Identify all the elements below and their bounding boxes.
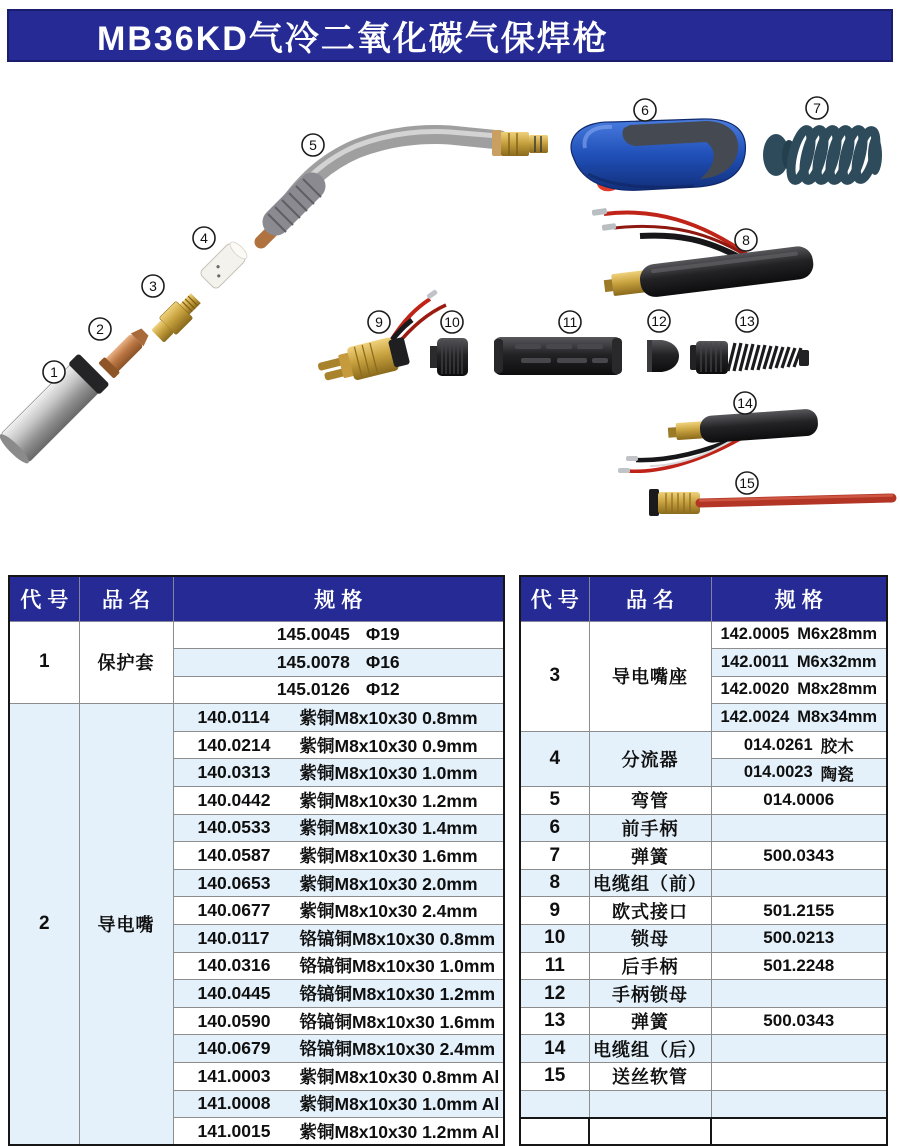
title-banner bbox=[7, 9, 893, 62]
spec-cell: 501.2248 bbox=[711, 952, 887, 980]
part-lock-nut bbox=[430, 338, 468, 376]
spec-cell bbox=[173, 649, 504, 677]
table-row bbox=[520, 980, 887, 1008]
part-number-cell: 6 bbox=[520, 814, 589, 842]
spec-desc: 紫铜M8x10x30 0.8mm Al bbox=[299, 1066, 500, 1087]
spec-cell bbox=[711, 980, 887, 1008]
spec-code: 140.0214 bbox=[197, 734, 271, 755]
part-label-2 bbox=[89, 318, 111, 340]
spec-cell bbox=[711, 869, 887, 897]
part-label-9 bbox=[368, 311, 390, 333]
part-number-cell: 13 bbox=[520, 1007, 589, 1035]
svg-text:1: 1 bbox=[50, 364, 58, 380]
svg-text:11: 11 bbox=[562, 314, 578, 330]
spec-desc: M6x28mm bbox=[797, 625, 878, 644]
part-label-12 bbox=[648, 310, 670, 332]
part-name-cell: 手柄锁母 bbox=[589, 980, 711, 1008]
spec-code: 140.0117 bbox=[197, 927, 270, 948]
part-name-cell: 欧式接口 bbox=[589, 897, 711, 925]
part-number-cell: 8 bbox=[520, 869, 589, 897]
spec-code: 142.0024 bbox=[720, 708, 790, 727]
part-number-cell: 1 bbox=[9, 621, 79, 704]
spec-desc: Φ19 bbox=[365, 624, 400, 645]
spec-code: 141.0008 bbox=[197, 1093, 271, 1114]
part-number-cell: 5 bbox=[520, 787, 589, 815]
part-name-cell: 电缆组（后） bbox=[589, 1035, 711, 1063]
table-row bbox=[520, 1063, 887, 1091]
empty-cell bbox=[589, 1090, 711, 1118]
spec-cell bbox=[711, 649, 887, 677]
part-cable-rear bbox=[618, 408, 819, 473]
exploded-diagram bbox=[0, 62, 900, 567]
spec-cell: 500.0343 bbox=[711, 1007, 887, 1035]
part-front-handle bbox=[571, 119, 745, 191]
svg-text:10: 10 bbox=[444, 314, 460, 330]
spec-cell bbox=[173, 980, 504, 1008]
part-number-cell: 12 bbox=[520, 980, 589, 1008]
empty-cell bbox=[520, 1118, 589, 1146]
part-name-cell: 导电嘴 bbox=[79, 704, 173, 1146]
part-number-cell: 15 bbox=[520, 1063, 589, 1091]
spec-code: 140.0677 bbox=[197, 900, 271, 921]
spec-code: 142.0011 bbox=[720, 652, 789, 671]
spec-code: 140.0313 bbox=[197, 762, 271, 783]
header-code: 代号 bbox=[520, 576, 589, 621]
spec-code: 140.0442 bbox=[197, 789, 271, 810]
part-label-5 bbox=[302, 134, 324, 156]
spec-desc: 紫铜M8x10x30 1.2mm bbox=[299, 790, 478, 811]
part-name-cell: 弯管 bbox=[589, 787, 711, 815]
part-label-15 bbox=[736, 472, 758, 494]
spec-desc: 紫铜M8x10x30 1.6mm bbox=[299, 846, 478, 867]
header-spec: 规格 bbox=[173, 576, 504, 621]
right-table-header-row bbox=[520, 576, 887, 621]
part-label-4 bbox=[193, 227, 215, 249]
spec-cell bbox=[711, 704, 887, 732]
spec-code: 140.0587 bbox=[197, 845, 271, 866]
part-name-cell: 前手柄 bbox=[589, 814, 711, 842]
spec-cell bbox=[711, 1063, 887, 1091]
part-liner bbox=[649, 489, 892, 516]
right-parts-table bbox=[519, 575, 888, 1146]
spec-cell bbox=[173, 621, 504, 649]
svg-text:2: 2 bbox=[96, 321, 104, 337]
spec-code: 140.0114 bbox=[197, 707, 270, 728]
spec-cell bbox=[711, 676, 887, 704]
svg-text:12: 12 bbox=[651, 313, 667, 329]
spec-cell bbox=[173, 814, 504, 842]
spec-desc: 铬镐铜M8x10x30 0.8mm bbox=[299, 928, 496, 949]
part-label-14 bbox=[734, 392, 756, 414]
spec-desc: M8x34mm bbox=[797, 708, 878, 727]
svg-text:3: 3 bbox=[149, 278, 157, 294]
part-spring-front bbox=[763, 128, 882, 182]
spec-cell bbox=[173, 1063, 504, 1091]
spec-code: 140.0533 bbox=[197, 817, 271, 838]
svg-text:7: 7 bbox=[813, 100, 821, 116]
svg-text:8: 8 bbox=[742, 232, 750, 248]
spec-desc: M8x28mm bbox=[797, 680, 878, 699]
spec-desc: 铬镐铜M8x10x30 1.2mm bbox=[299, 984, 496, 1005]
spec-code: 140.0445 bbox=[197, 983, 271, 1004]
part-name-cell: 分流器 bbox=[589, 731, 711, 786]
spec-code: 145.0078 bbox=[276, 651, 350, 672]
spec-cell bbox=[711, 814, 887, 842]
spec-cell bbox=[173, 842, 504, 870]
empty-cell bbox=[520, 1090, 589, 1118]
spec-desc: 紫铜M8x10x30 1.0mm Al bbox=[299, 1094, 500, 1115]
spec-desc: 铬镐铜M8x10x30 1.6mm bbox=[299, 1011, 496, 1032]
spec-code: 141.0003 bbox=[197, 1065, 271, 1086]
spec-desc: 紫铜M8x10x30 0.9mm bbox=[299, 735, 478, 756]
table-row bbox=[520, 1035, 887, 1063]
svg-text:5: 5 bbox=[309, 137, 317, 153]
svg-text:4: 4 bbox=[200, 230, 208, 246]
part-number-cell: 4 bbox=[520, 731, 589, 786]
table-row bbox=[9, 621, 504, 649]
header-code: 代号 bbox=[9, 576, 79, 621]
part-spring-rear bbox=[690, 341, 809, 374]
table-row bbox=[520, 731, 887, 759]
left-table-header-row bbox=[9, 576, 504, 621]
table-row bbox=[520, 869, 887, 897]
spec-code: 142.0020 bbox=[720, 680, 790, 699]
spec-code: 140.0653 bbox=[197, 872, 271, 893]
spec-desc: M6x32mm bbox=[796, 652, 877, 671]
part-label-11 bbox=[559, 311, 581, 333]
spec-code: 142.0005 bbox=[720, 625, 790, 644]
spec-desc: Φ16 bbox=[365, 651, 400, 672]
spec-cell bbox=[173, 676, 504, 704]
empty-cell bbox=[711, 1118, 887, 1146]
spec-desc: 紫铜M8x10x30 1.4mm bbox=[299, 818, 478, 839]
empty-cell bbox=[589, 1118, 711, 1146]
part-name-cell: 后手柄 bbox=[589, 952, 711, 980]
part-number-cell: 14 bbox=[520, 1035, 589, 1063]
table-row-empty bbox=[520, 1090, 887, 1118]
spec-cell bbox=[173, 1090, 504, 1118]
spec-cell bbox=[173, 925, 504, 953]
spec-desc: 紫铜M8x10x30 2.4mm bbox=[299, 901, 478, 922]
svg-text:6: 6 bbox=[641, 102, 649, 118]
spec-desc: 紫铜M8x10x30 1.0mm bbox=[299, 763, 478, 784]
part-number-cell: 2 bbox=[9, 704, 79, 1146]
part-rear-handle bbox=[494, 337, 622, 375]
table-row bbox=[520, 1007, 887, 1035]
table-row-empty bbox=[520, 1118, 887, 1146]
part-label-3 bbox=[142, 275, 164, 297]
spec-cell bbox=[173, 731, 504, 759]
part-euro-connector bbox=[315, 289, 446, 388]
header-spec: 规格 bbox=[711, 576, 887, 621]
spec-desc: 陶瓷 bbox=[820, 765, 854, 784]
left-parts-table bbox=[8, 575, 505, 1146]
spec-code: 014.0261 bbox=[743, 735, 813, 754]
spec-cell bbox=[173, 759, 504, 787]
spec-desc: 铬镐铜M8x10x30 1.0mm bbox=[299, 956, 496, 977]
table-row bbox=[520, 621, 887, 649]
part-number-cell: 3 bbox=[520, 621, 589, 731]
part-name-cell: 送丝软管 bbox=[589, 1063, 711, 1091]
part-number-cell: 7 bbox=[520, 842, 589, 870]
part-label-10 bbox=[441, 311, 463, 333]
svg-text:13: 13 bbox=[739, 313, 755, 329]
table-row bbox=[520, 842, 887, 870]
spec-code: 140.0316 bbox=[197, 955, 271, 976]
spec-cell bbox=[173, 1007, 504, 1035]
table-row bbox=[520, 952, 887, 980]
part-name-cell: 弹簧 bbox=[589, 1007, 711, 1035]
spec-code: 145.0045 bbox=[276, 624, 350, 645]
spec-cell bbox=[173, 1118, 504, 1146]
part-label-8 bbox=[735, 229, 757, 251]
part-label-6 bbox=[634, 99, 656, 121]
page-title: MB36KD气冷二氧化碳气保焊枪 bbox=[97, 20, 609, 58]
spec-desc: 紫铜M8x10x30 0.8mm bbox=[299, 708, 478, 729]
header-name: 品名 bbox=[79, 576, 173, 621]
table-row bbox=[9, 704, 504, 732]
spec-cell bbox=[711, 759, 887, 787]
part-handle-lock-nut bbox=[647, 340, 679, 372]
spec-cell bbox=[173, 869, 504, 897]
spec-cell bbox=[711, 731, 887, 759]
spec-cell: 500.0343 bbox=[711, 842, 887, 870]
part-name-cell: 锁母 bbox=[589, 925, 711, 953]
part-number-cell: 11 bbox=[520, 952, 589, 980]
part-label-7 bbox=[806, 97, 828, 119]
part-name-cell: 弹簧 bbox=[589, 842, 711, 870]
spec-desc: 紫铜M8x10x30 2.0mm bbox=[299, 873, 478, 894]
part-number-cell: 9 bbox=[520, 897, 589, 925]
part-name-cell: 保护套 bbox=[79, 621, 173, 704]
spec-cell: 500.0213 bbox=[711, 925, 887, 953]
spec-desc: 紫铜M8x10x30 1.2mm Al bbox=[299, 1121, 500, 1142]
table-row bbox=[520, 787, 887, 815]
svg-text:14: 14 bbox=[737, 395, 753, 411]
spec-code: 014.0023 bbox=[743, 763, 813, 782]
spec-cell bbox=[173, 1035, 504, 1063]
table-row bbox=[520, 897, 887, 925]
svg-text:15: 15 bbox=[739, 475, 755, 491]
empty-cell bbox=[711, 1090, 887, 1118]
spec-cell bbox=[711, 621, 887, 649]
spec-desc: 胶木 bbox=[820, 738, 854, 757]
svg-text:9: 9 bbox=[375, 314, 383, 330]
spec-cell: 501.2155 bbox=[711, 897, 887, 925]
part-label-13 bbox=[736, 310, 758, 332]
spec-desc: 铬镐铜M8x10x30 2.4mm bbox=[299, 1039, 496, 1060]
spec-cell bbox=[173, 897, 504, 925]
part-name-cell: 电缆组（前） bbox=[589, 869, 711, 897]
spec-cell bbox=[173, 704, 504, 732]
part-name-cell: 导电嘴座 bbox=[589, 621, 711, 731]
spec-desc: Φ12 bbox=[365, 679, 400, 700]
spec-code: 140.0679 bbox=[197, 1038, 271, 1059]
spec-code: 140.0590 bbox=[197, 1010, 271, 1031]
spec-cell: 014.0006 bbox=[711, 787, 887, 815]
table-row bbox=[520, 925, 887, 953]
spec-cell bbox=[711, 1035, 887, 1063]
spec-cell bbox=[173, 787, 504, 815]
header-name: 品名 bbox=[589, 576, 711, 621]
spec-code: 141.0015 bbox=[197, 1120, 271, 1141]
part-label-1 bbox=[43, 361, 65, 383]
spec-code: 145.0126 bbox=[276, 679, 350, 700]
spec-cell bbox=[173, 952, 504, 980]
part-tip-holder bbox=[149, 290, 204, 345]
part-cable-front bbox=[592, 208, 815, 303]
part-number-cell: 10 bbox=[520, 925, 589, 953]
table-row bbox=[520, 814, 887, 842]
